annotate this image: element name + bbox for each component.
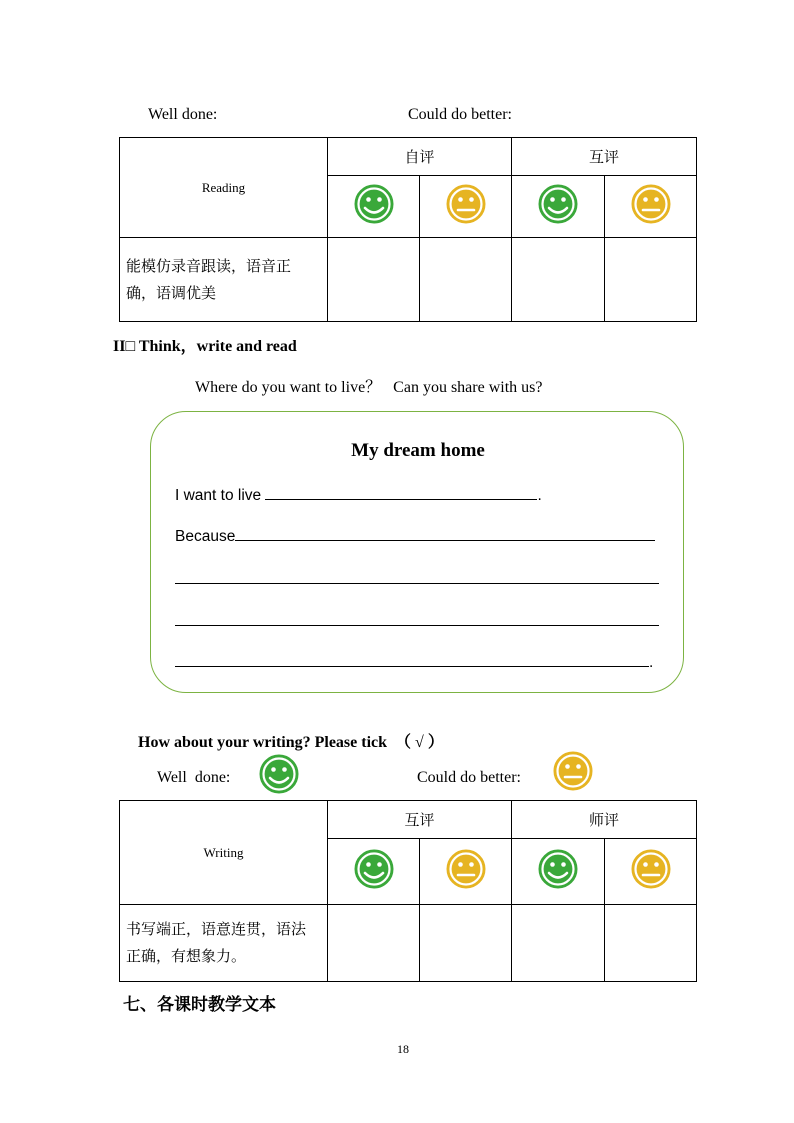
- neutral-face-icon: [445, 183, 487, 230]
- peer-eval-header: 互评: [328, 801, 512, 839]
- neutral-face-icon: [630, 848, 672, 895]
- teacher-eval-header: 师评: [512, 801, 697, 839]
- dream-line-4[interactable]: [175, 611, 659, 631]
- section-2-question: Where do you want to live？ Can you share with us?: [195, 379, 543, 396]
- happy-face-cell: [328, 839, 420, 905]
- writing-category-cell: Writing: [120, 801, 328, 905]
- happy-face-icon: [537, 183, 579, 230]
- tick-cell[interactable]: [328, 238, 420, 322]
- writing-question: How about your writing? Please tick （ √ ）: [138, 734, 444, 751]
- criterion-line: 确，语调优美: [126, 283, 217, 302]
- neutral-face-icon: [630, 183, 672, 230]
- line-prefix: Because: [175, 528, 236, 545]
- blank-rule[interactable]: [265, 485, 537, 500]
- neutral-face-icon: [445, 848, 487, 895]
- dream-line-2[interactable]: [175, 526, 655, 546]
- criterion-line: 书写端正，语意连贯，语法: [126, 920, 307, 938]
- could-do-better-label: Could do better:: [417, 769, 521, 786]
- dream-line-1[interactable]: I want to live .: [175, 487, 542, 504]
- well-done-label: Well done:: [157, 769, 231, 786]
- happy-face-icon: [353, 848, 395, 895]
- self-eval-header: 自评: [328, 138, 512, 176]
- criterion-line: 能模仿录音跟读，语音正: [126, 256, 292, 275]
- reading-evaluation-table: [119, 137, 697, 322]
- neutral-face-cell: [420, 839, 512, 905]
- could-do-better-label: Could do better:: [408, 106, 512, 123]
- well-done-label: Well done:: [148, 106, 218, 123]
- blank-rule[interactable]: [235, 526, 655, 541]
- dream-line-3[interactable]: [175, 569, 659, 589]
- tick-cell[interactable]: [605, 905, 697, 982]
- peer-eval-header: 互评: [512, 138, 697, 176]
- happy-face-cell: [512, 839, 605, 905]
- tick-cell[interactable]: [420, 905, 512, 982]
- writing-criterion-cell: [120, 905, 328, 982]
- dream-home-title: My dream home: [351, 440, 485, 461]
- dream-line-5[interactable]: .: [175, 652, 653, 672]
- happy-face-icon: [353, 183, 395, 230]
- happy-face-icon: [537, 848, 579, 895]
- reading-criterion-cell: [120, 238, 328, 322]
- page-number: 18: [397, 1042, 409, 1056]
- tick-cell[interactable]: [512, 238, 605, 322]
- neutral-face-cell: [605, 839, 697, 905]
- line-prefix: I want to live: [175, 487, 266, 504]
- tick-cell[interactable]: [605, 238, 697, 322]
- blank-rule[interactable]: [175, 652, 649, 667]
- tick-cell[interactable]: [328, 905, 420, 982]
- blank-rule[interactable]: [175, 569, 659, 584]
- tick-cell[interactable]: [420, 238, 512, 322]
- section-2-title: II□ Think，write and read: [113, 338, 297, 355]
- reading-category-cell: Reading: [120, 138, 328, 238]
- dream-home-box: [150, 411, 684, 693]
- neutral-face-icon: [552, 750, 594, 797]
- tick-cell[interactable]: [512, 905, 605, 982]
- happy-face-cell: [512, 176, 605, 238]
- blank-rule[interactable]: [175, 611, 659, 626]
- neutral-face-cell: [420, 176, 512, 238]
- criterion-line: 正确，有想象力。: [126, 947, 247, 965]
- happy-face-cell: [328, 176, 420, 238]
- happy-face-icon: [258, 753, 300, 800]
- neutral-face-cell: [605, 176, 697, 238]
- section-7-title: 七、各课时教学文本: [123, 995, 276, 1015]
- writing-evaluation-table: [119, 800, 697, 982]
